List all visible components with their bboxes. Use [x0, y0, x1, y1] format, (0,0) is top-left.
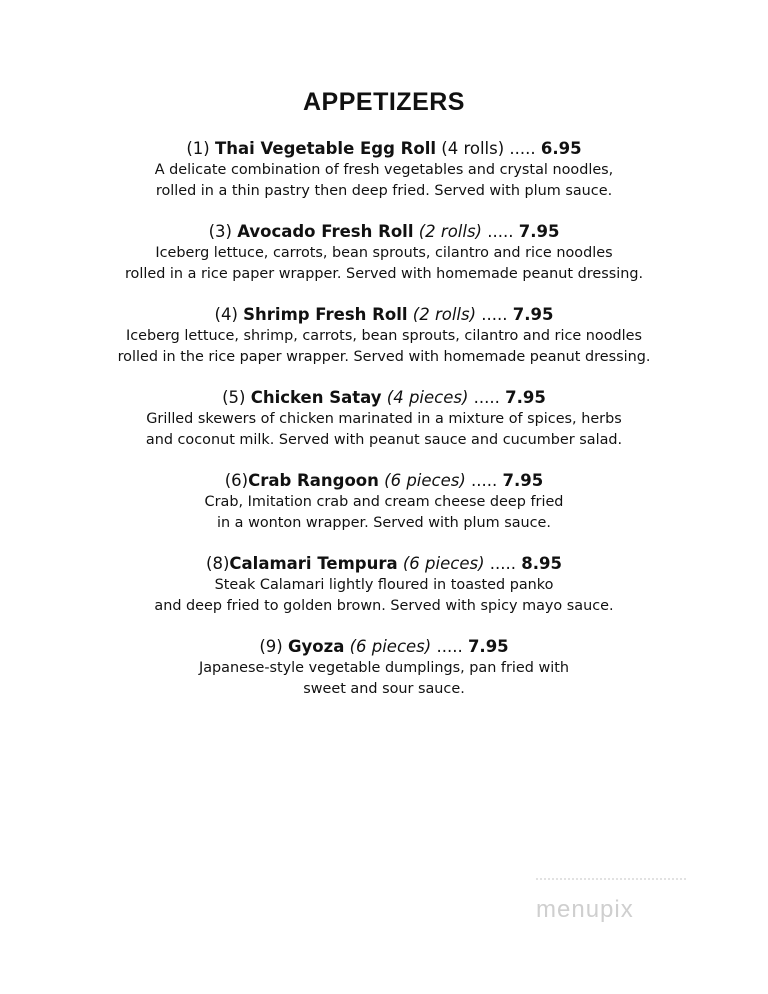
item-heading: [0, 138, 768, 160]
item-number: (1): [186, 139, 215, 158]
item-heading: [0, 387, 768, 409]
item-number: (5): [222, 388, 251, 407]
item-price: 8.95: [521, 554, 562, 573]
item-number: (4): [214, 305, 244, 324]
item-quantity: (6 pieces): [344, 637, 432, 656]
item-description-line: rolled in a rice paper wrapper. Served with homemade peanut dressing.: [124, 265, 644, 282]
item-heading: [0, 221, 768, 243]
item-dots: .....: [484, 554, 522, 573]
item-quantity: (2 rolls): [407, 305, 477, 324]
item-name: Thai Vegetable Egg Roll: [215, 139, 437, 158]
item-dots: .....: [468, 388, 506, 407]
section-title: APPETIZERS: [303, 88, 465, 116]
item-heading: [0, 636, 768, 658]
item-number: (3): [208, 222, 238, 241]
item-dots: .....: [504, 139, 541, 158]
item-price: 7.95: [505, 388, 546, 407]
item-dots: .....: [476, 305, 513, 324]
item-heading: [0, 304, 768, 326]
item-price: 7.95: [502, 471, 544, 490]
item-description-line: Steak Calamari lightly floured in toasted panko: [214, 577, 554, 593]
item-heading: [0, 553, 768, 575]
item-price: 7.95: [518, 222, 560, 241]
item-quantity: (6 pieces): [397, 554, 485, 573]
item-dots: .....: [431, 637, 468, 656]
item-name: Chicken Satay: [250, 388, 382, 407]
menu-item: [0, 304, 768, 367]
item-dots: .....: [465, 471, 503, 490]
item-quantity: (4 rolls): [436, 139, 505, 158]
item-description-line: Iceberg lettuce, shrimp, carrots, bean sprouts, cilantro and rice noodles: [126, 328, 642, 344]
item-description-line: in a wonton wrapper. Served with plum sauce.: [216, 514, 551, 531]
item-description-line: Crab, Imitation crab and cream cheese deep fried: [204, 494, 564, 510]
item-price: 6.95: [540, 139, 582, 158]
item-description-line: and coconut milk. Served with peanut sauce and cucumber salad.: [145, 431, 623, 448]
item-price: 7.95: [467, 637, 509, 656]
item-price: 7.95: [512, 305, 554, 324]
item-number: (6): [224, 471, 249, 490]
item-number: (8): [206, 554, 230, 573]
item-name: Shrimp Fresh Roll: [243, 305, 408, 324]
item-description-line: rolled in a thin pastry then deep fried. Served with plum sauce.: [155, 182, 613, 199]
item-heading: [0, 470, 768, 492]
menu-item: [0, 221, 768, 284]
menu-item: [0, 636, 768, 699]
menu-item: [0, 553, 768, 616]
watermark-text: menupix: [536, 896, 634, 923]
item-name: Gyoza: [287, 637, 345, 656]
menupix-watermark: [530, 872, 690, 932]
item-description-line: rolled in the rice paper wrapper. Served with homemade peanut dressing.: [117, 348, 651, 365]
item-name: Calamari Tempura: [229, 554, 398, 573]
item-name: Avocado Fresh Roll: [237, 222, 414, 241]
item-description-line: Iceberg lettuce, carrots, bean sprouts, cilantro and rice noodles: [155, 245, 613, 261]
item-description-line: sweet and sour sauce.: [303, 680, 465, 697]
menu-item: [0, 138, 768, 201]
item-description-line: Grilled skewers of chicken marinated in a mixture of spices, herbs: [146, 411, 622, 427]
menu-item: [0, 470, 768, 533]
item-quantity: (2 rolls): [413, 222, 482, 241]
item-quantity: (4 pieces): [381, 388, 469, 407]
item-description-line: Japanese-style vegetable dumplings, pan fried with: [198, 660, 570, 676]
item-name: Crab Rangoon: [248, 471, 379, 490]
item-quantity: (6 pieces): [378, 471, 466, 490]
item-description-line: and deep fried to golden brown. Served with spicy mayo sauce.: [154, 597, 614, 614]
item-number: (9): [259, 637, 288, 656]
watermark-decoration: [536, 878, 686, 886]
item-description-line: A delicate combination of fresh vegetables and crystal noodles,: [154, 162, 614, 178]
menu-item: [0, 387, 768, 450]
item-dots: .....: [482, 222, 519, 241]
